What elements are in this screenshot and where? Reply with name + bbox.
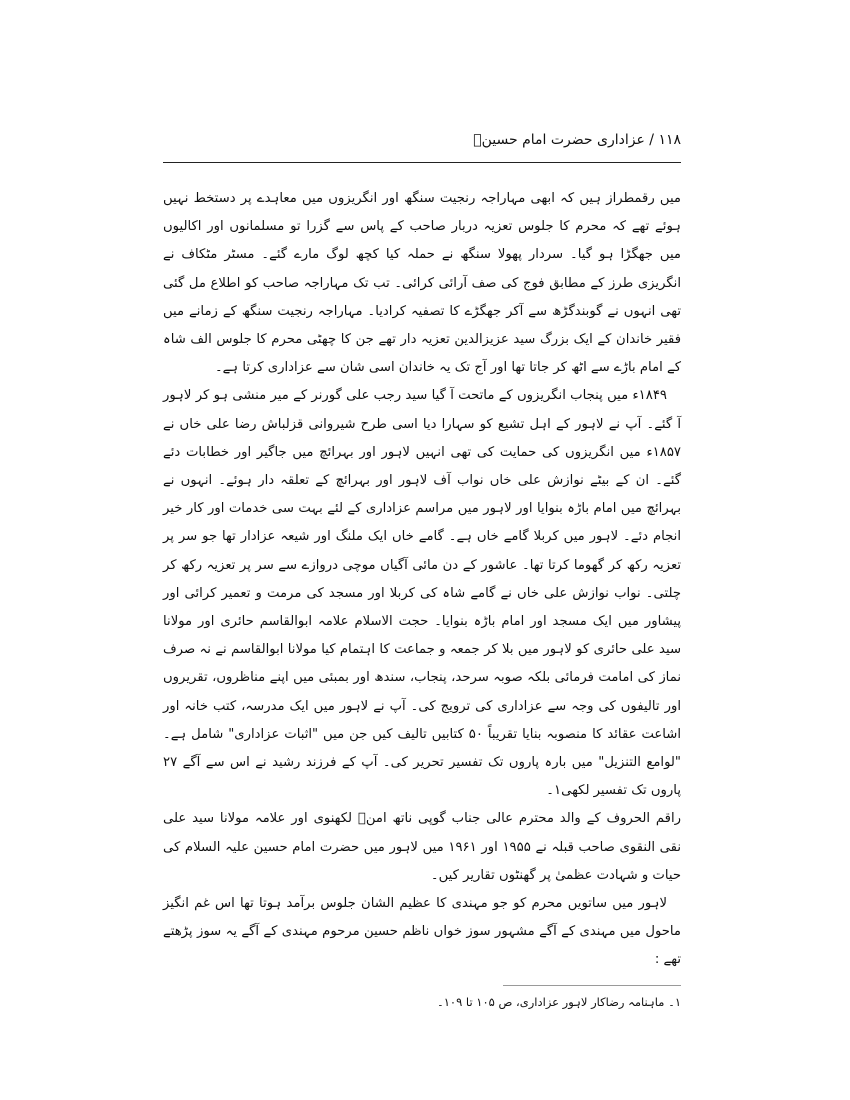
footnote: ۱۔ ماہنامہ رضاکار لاہور عزاداری، ص ۱۰۵ تا ۱۰۹۔: [437, 995, 681, 1009]
body-text: [163, 185, 681, 975]
paragraph-3: راقم الحروف کے والد محترم عالی جناب گوپی ناتھ امنؔ لکھنوی اور علامہ مولانا سید علی نقی النقوی صاحب قبلہ نے ۱۹۵۵ اور ۱۹۶۱ میں لاہور میں حضرت امام حسین علیہ السلام کی حیات و شہادت عظمیٰ پر گھنٹوں تقاریر کیں۔: [163, 811, 681, 883]
paragraph-2: ۱۸۴۹ء میں پنجاب انگریزوں کے ماتحت آ گیا سید رجب علی گورنر کے میر منشی ہو کر لاہور آ گئے۔ آپ نے لاہور کے اہل تشیع کو سہارا دیا اسی طرح شیروانی قزلباش رضا علی خاں نے ۱۸۵۷ء میں انگریزوں کی حمایت کی تھی انہیں لاہور اور بہرائچ میں جاگیر اور خطابات دئے گئے۔ ان کے بیٹے نوازش علی خاں نواب آف لاہور اور بہرائچ کے تعلقہ دار ہوئے۔ انہوں نے بہرائچ میں امام باڑہ بنوایا اور لاہور میں مراسم عزاداری کے لئے بہت سی خدمات اور کار خیر انجام دئے۔ لاہور میں کربلا گامے خاں ہے۔ گامے خاں ایک ملنگ اور شیعہ عزادار تھا جو سر پر تعزیہ رکھ کر گھوما کرتا تھا۔ عاشور کے دن مائی آگیاں موچی دروازے سے سر پر تعزیہ رکھ کر چلتی۔ نواب نوازش علی خاں نے گامے شاہ کی کربلا اور مسجد کی مرمت و تعمیر کرائی اور پیشاور میں ایک مسجد اور امام باڑہ بنوایا۔ حجت الاسلام علامہ ابوالقاسم حائری اور مولانا سید علی حائری کو لاہور میں بلا کر جمعہ و جماعت کا اہتمام کیا مولانا ابوالقاسم نے نہ صرف نماز کی امامت فرمائی بلکہ صوبہ سرحد، پنجاب، سندھ اور بمبئی میں اپنے مناظروں، تقریروں اور تالیفوں کی وجہ سے عزاداری کی ترویج کی۔ آپ نے لاہور میں ایک مدرسہ، کتب خانہ اور اشاعت عقائد کا منصوبہ بنایا تقریباً ۵۰ کتابیں تالیف کیں جن میں "اثبات عزاداری" شامل ہے۔ "لوامع التنزیل" میں بارہ پاروں تک تفسیر تحریر کی۔ آپ کے فرزند رشید نے اس سے آگے ۲۷ پاروں تک تفسیر لکھی۱۔: [163, 388, 681, 799]
footnote-rule: [503, 985, 681, 986]
paragraph-4: لاہور میں ساتویں محرم کو جو مہندی کا عظیم الشان جلوس برآمد ہوتا تھا اس غم انگیز ماحول میں مہندی کے آگے مشہور سوز خواں ناظم حسین مرحوم مہندی کے آگے یہ سوز پڑھتے تھے :: [163, 896, 681, 968]
header-rule: [163, 162, 681, 163]
paragraph-1: میں رقمطراز ہیں کہ ابھی مہاراجہ رنجیت سنگھ اور انگریزوں میں معاہدے پر دستخط نہیں ہوئے تھے کہ محرم کا جلوس تعزیہ دربار صاحب کے پاس سے گزرا تو مسلمانوں اور اکالیوں میں جھگڑا ہو گیا۔ سردار پھولا سنگھ نے حملہ کیا کچھ لوگ مارے گئے۔ مسٹر مٹکاف نے انگریزی طرز کے مطابق فوج کی صف آرائی کرائی۔ تب تک مہاراجہ صاحب کو اطلاع مل گئی تھی انہوں نے گوبندگڑھ سے آکر جھگڑے کا تصفیہ کرادیا۔ مہاراجہ رنجیت سنگھ کے زمانے میں فقیر خاندان کے ایک بزرگ سید عزیزالدین تعزیہ دار تھے جن کا چھٹی محرم کا جلوس الف شاہ کے امام باڑے سے اٹھ کر جاتا تھا اور آج تک یہ خاندان اسی شان سے عزاداری کرتا ہے۔: [163, 191, 681, 376]
header-page-and-title: ۱۱۸ / عزاداری حضرت امام حسینؑ: [473, 132, 681, 148]
running-header: [163, 120, 681, 160]
